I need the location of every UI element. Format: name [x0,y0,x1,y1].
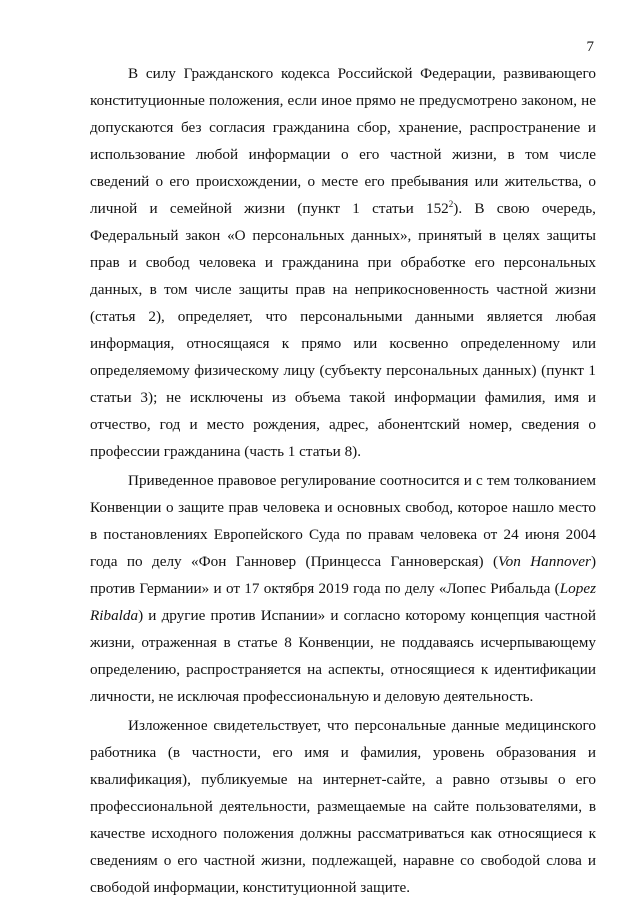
text-line: использование любой информации о его частной жизни, в том числе [90,146,596,163]
document-body [90,60,596,903]
text-line: работника (в частности, его имя и фамилия, уровень образования и [90,744,596,761]
text-line: информация, относящаяся к прямо или косвенно определенному или [90,335,596,352]
text-line: качестве исходного положения должны рассматриваться как относящиеся к [90,825,596,842]
footnote-superscript: 2 [448,199,454,209]
page-number: 7 [586,39,594,55]
italic-case-name: Lopez [559,580,596,597]
text-line: Конвенции о защите прав человека и основных свобод, которое нашло место [90,499,596,516]
text-line: статьи 3); не исключены из объема такой информации фамилия, имя и [90,389,596,406]
text-line: профессии гражданина (часть 1 статьи 8). [90,443,362,460]
text-line: в постановлениях Европейского Суда по правам человека от 24 июня 2004 [90,526,596,543]
text-line: (статья 2), определяет, что персональными данными является любая [90,308,596,325]
text-line: конституционные положения, если иное прямо не предусмотрено законом, не [90,92,596,109]
paragraph-2 [90,467,596,710]
text-segment: личной и семейной жизни (пункт 1 статьи 152 [90,200,449,217]
text-line-with-footnote [90,195,596,222]
text-segment: года по делу «Фон Ганновер (Принцесса Ганноверская) ( [90,553,499,570]
text-line: В силу Гражданского кодекса Российской Федерации, развивающего [128,65,596,82]
text-segment: ) [590,553,597,570]
italic-case-name: Von Hannover [498,553,591,570]
text-line: свободой информации, конституционной защите. [90,879,411,896]
text-line: допускаются без согласия гражданина сбор, хранение, распространение и [90,119,596,136]
text-line: определению, распространяется на аспекты, относящиеся к идентификации [90,661,596,678]
text-line: квалификация), публикуемые на интернет-сайте, а равно отзывы о его [90,771,596,788]
text-line: определяемому физическому лицу (субъекту персональных данных) (пункт 1 [90,362,596,379]
text-line: сведениям о его частной жизни, подлежащей, наравне со свободой слова и [90,852,596,869]
text-segment: против Германии» и от 17 октября 2019 года по делу «Лопес Рибальда ( [90,580,560,597]
text-line: данных, в том числе защиты прав на неприкосновенность частной жизни [90,281,596,298]
text-line: Федеральный закон «О персональных данных», принятый в целях защиты [90,227,596,244]
text-line: профессиональной деятельности, размещаемые на сайте пользователями, в [90,798,596,815]
text-line: прав и свобод человека и гражданина при обработке его персональных [90,254,596,271]
paragraph-1 [90,60,596,465]
paragraph-3 [90,712,596,901]
text-line: жизни, отраженная в статье 8 Конвенции, не поддаваясь исчерпывающему [90,634,596,651]
text-line: Изложенное свидетельствует, что персональные данные медицинского [128,717,596,734]
text-line [90,575,596,602]
text-segment: ) и другие против Испании» и согласно которому концепция частной [138,607,596,624]
text-line [90,602,596,629]
italic-case-name: Ribalda [90,607,139,624]
text-line: отчество, год и место рождения, адрес, абонентский номер, сведения о [90,416,596,433]
text-segment: ). В свою очередь, [453,200,596,217]
text-line [90,548,596,575]
text-line: Приведенное правовое регулирование соотносится и с тем толкованием [128,472,596,489]
text-line: сведений о его происхождении, о месте его пребывания или жительства, о [90,173,596,190]
text-line: личности, не исключая профессиональную и деловую деятельность. [90,688,534,705]
